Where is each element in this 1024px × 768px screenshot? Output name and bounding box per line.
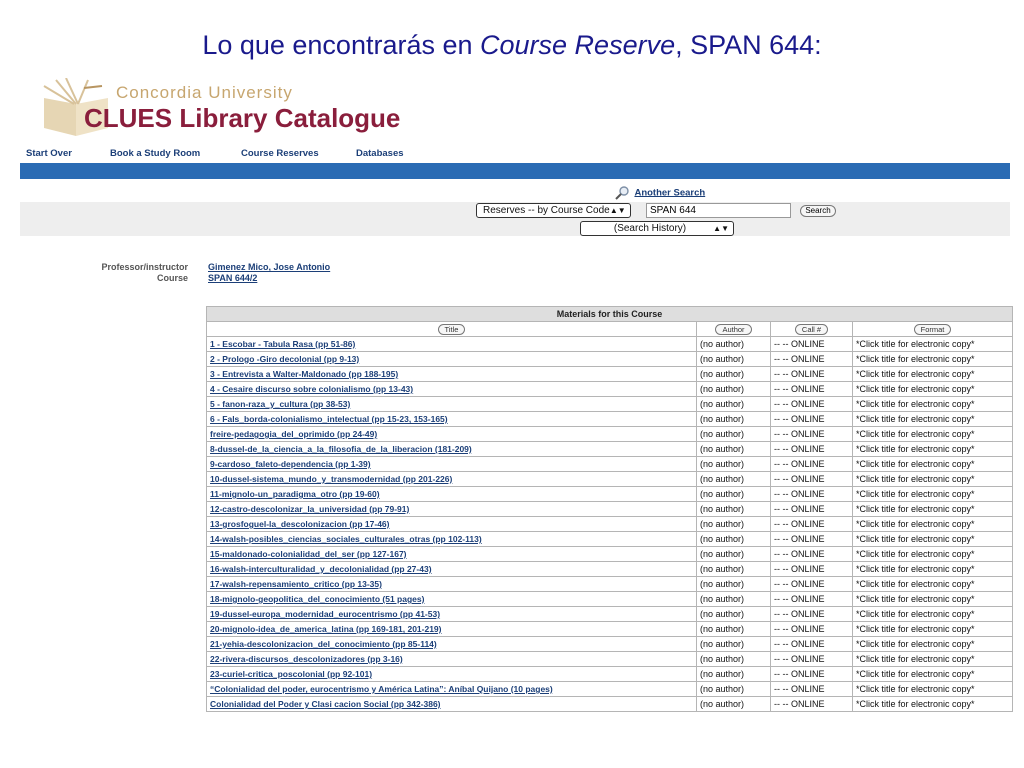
material-call-number: -- -- ONLINE: [771, 397, 853, 412]
table-row: [207, 577, 1013, 592]
material-call-number: -- -- ONLINE: [771, 352, 853, 367]
material-title-link[interactable]: “Colonialidad del poder, eurocentrismo y América Latina”: Aníbal Quijano (10 pages): [207, 682, 697, 697]
slide-title-suffix: , SPAN 644:: [675, 30, 822, 60]
material-title-link[interactable]: 4 - Cesaire discurso sobre colonialismo (pp 13-43): [207, 382, 697, 397]
material-author: (no author): [697, 622, 771, 637]
material-format: *Click title for electronic copy*: [853, 487, 1013, 502]
course-link[interactable]: SPAN 644/2: [208, 273, 258, 283]
sort-author-button[interactable]: Author: [715, 324, 751, 335]
material-call-number: -- -- ONLINE: [771, 457, 853, 472]
material-author: (no author): [697, 472, 771, 487]
material-title-link[interactable]: 10-dussel-sistema_mundo_y_transmodernidad (pp 201-226): [207, 472, 697, 487]
table-row: [207, 502, 1013, 517]
material-author: (no author): [697, 652, 771, 667]
sort-format-button[interactable]: Format: [914, 324, 952, 335]
material-author: (no author): [697, 577, 771, 592]
material-call-number: -- -- ONLINE: [771, 667, 853, 682]
material-author: (no author): [697, 517, 771, 532]
material-title-link[interactable]: 21-yehia-descolonizacion_del_conocimiento (pp 85-114): [207, 637, 697, 652]
material-author: (no author): [697, 412, 771, 427]
slide-title-prefix: Lo que encontrarás en: [202, 30, 481, 60]
material-call-number: -- -- ONLINE: [771, 592, 853, 607]
search-type-value: Reserves -- by Course Code: [483, 205, 610, 216]
material-author: (no author): [697, 397, 771, 412]
material-author: (no author): [697, 532, 771, 547]
material-title-link[interactable]: 17-walsh-repensamiento_critico (pp 13-35): [207, 577, 697, 592]
nav-databases[interactable]: Databases: [356, 148, 404, 159]
select-arrows-icon: ▲▼: [609, 206, 626, 215]
material-format: *Click title for electronic copy*: [853, 382, 1013, 397]
search-type-select[interactable]: [476, 203, 631, 218]
material-call-number: -- -- ONLINE: [771, 337, 853, 352]
material-title-link[interactable]: 13-grosfoguel-la_descolonizacion (pp 17-46): [207, 517, 697, 532]
material-author: (no author): [697, 442, 771, 457]
table-row: [207, 667, 1013, 682]
table-row: [207, 487, 1013, 502]
material-call-number: -- -- ONLINE: [771, 547, 853, 562]
material-title-link[interactable]: 2 - Prologo -Giro decolonial (pp 9-13): [207, 352, 697, 367]
materials-caption: Materials for this Course: [207, 307, 1013, 322]
search-history-value: (Search History): [613, 223, 687, 234]
material-format: *Click title for electronic copy*: [853, 697, 1013, 712]
material-author: (no author): [697, 487, 771, 502]
table-row: [207, 382, 1013, 397]
material-format: *Click title for electronic copy*: [853, 622, 1013, 637]
material-title-link[interactable]: 5 - fanon-raza_y_cultura (pp 38-53): [207, 397, 697, 412]
header-bar: [20, 163, 1010, 179]
material-call-number: -- -- ONLINE: [771, 577, 853, 592]
material-call-number: -- -- ONLINE: [771, 517, 853, 532]
material-format: *Click title for electronic copy*: [853, 517, 1013, 532]
table-row: [207, 622, 1013, 637]
material-format: *Click title for electronic copy*: [853, 412, 1013, 427]
material-author: (no author): [697, 697, 771, 712]
material-author: (no author): [697, 367, 771, 382]
slide-title-emphasis: Course Reserve: [480, 30, 676, 60]
material-format: *Click title for electronic copy*: [853, 337, 1013, 352]
table-row: [207, 472, 1013, 487]
table-row: [207, 697, 1013, 712]
material-call-number: -- -- ONLINE: [771, 607, 853, 622]
course-info-values: [208, 262, 330, 284]
material-title-link[interactable]: 15-maldonado-colonialidad_del_ser (pp 127-167): [207, 547, 697, 562]
material-format: *Click title for electronic copy*: [853, 592, 1013, 607]
material-title-link[interactable]: 12-castro-descolonizar_la_universidad (pp 79-91): [207, 502, 697, 517]
material-title-link[interactable]: 22-rivera-discursos_descolonizadores (pp 3-16): [207, 652, 697, 667]
material-author: (no author): [697, 382, 771, 397]
material-title-link[interactable]: 18-mignolo-geopolitica_del_conocimiento (51 pages): [207, 592, 697, 607]
top-nav: [0, 148, 1024, 162]
material-format: *Click title for electronic copy*: [853, 457, 1013, 472]
material-title-link[interactable]: freire-pedagogia_del_oprimido (pp 24-49): [207, 427, 697, 442]
material-call-number: -- -- ONLINE: [771, 412, 853, 427]
material-author: (no author): [697, 637, 771, 652]
professor-label: Professor/instructor: [101, 262, 188, 272]
material-author: (no author): [697, 427, 771, 442]
table-row: [207, 592, 1013, 607]
material-call-number: -- -- ONLINE: [771, 637, 853, 652]
sort-title-button[interactable]: Title: [438, 324, 466, 335]
material-call-number: -- -- ONLINE: [771, 697, 853, 712]
material-title-link[interactable]: 3 - Entrevista a Walter-Maldonado (pp 188-195): [207, 367, 697, 382]
material-format: *Click title for electronic copy*: [853, 367, 1013, 382]
material-author: (no author): [697, 607, 771, 622]
sort-author[interactable]: [697, 322, 771, 337]
university-name: Concordia University: [116, 83, 293, 102]
table-row: [207, 397, 1013, 412]
table-row: [207, 607, 1013, 622]
table-row: [207, 367, 1013, 382]
professor-link[interactable]: Gimenez Mico, Jose Antonio: [208, 262, 331, 272]
material-title-link[interactable]: 6 - Fals_borda-colonialismo_intelectual (pp 15-23, 153-165): [207, 412, 697, 427]
material-title-link[interactable]: 9-cardoso_faleto-dependencia (pp 1-39): [207, 457, 697, 472]
material-title-link[interactable]: 1 - Escobar - Tabula Rasa (pp 51-86): [207, 337, 697, 352]
material-format: *Click title for electronic copy*: [853, 667, 1013, 682]
material-author: (no author): [697, 592, 771, 607]
material-format: *Click title for electronic copy*: [853, 502, 1013, 517]
sort-call[interactable]: [771, 322, 853, 337]
material-format: *Click title for electronic copy*: [853, 577, 1013, 592]
nav-course-reserves[interactable]: Course Reserves: [241, 148, 319, 159]
table-row: [207, 457, 1013, 472]
search-input[interactable]: SPAN 644: [646, 203, 791, 218]
table-row: [207, 337, 1013, 352]
material-title-link[interactable]: Colonialidad del Poder y Clasi cacion Social (pp 342-386): [207, 697, 697, 712]
course-info-labels: [60, 262, 188, 284]
catalogue-name: CLUES Library Catalogue: [84, 103, 401, 133]
nav-book-study-room[interactable]: Book a Study Room: [110, 148, 201, 159]
another-search-link[interactable]: Another Search: [634, 187, 706, 199]
material-call-number: -- -- ONLINE: [771, 502, 853, 517]
table-row: [207, 682, 1013, 697]
search-button[interactable]: Search: [800, 205, 836, 217]
materials-table: [206, 306, 1013, 712]
table-row: [207, 442, 1013, 457]
material-title-link[interactable]: 19-dussel-europa_modernidad_eurocentrismo (pp 41-53): [207, 607, 697, 622]
material-call-number: -- -- ONLINE: [771, 382, 853, 397]
sort-call-button[interactable]: Call #: [795, 324, 828, 335]
table-row: [207, 352, 1013, 367]
material-call-number: -- -- ONLINE: [771, 487, 853, 502]
material-title-link[interactable]: 20-mignolo-idea_de_america_latina (pp 169-181, 201-219): [207, 622, 697, 637]
table-row: [207, 427, 1013, 442]
select-arrows-icon: ▲▼: [713, 224, 729, 233]
table-row: [207, 652, 1013, 667]
material-format: *Click title for electronic copy*: [853, 547, 1013, 562]
material-format: *Click title for electronic copy*: [853, 532, 1013, 547]
material-call-number: -- -- ONLINE: [771, 427, 853, 442]
material-title-link[interactable]: 16-walsh-interculturalidad_y_decolonialidad (pp 27-43): [207, 562, 697, 577]
table-row: [207, 532, 1013, 547]
material-title-link[interactable]: 23-curiel-critica_poscolonial (pp 92-101): [207, 667, 697, 682]
material-author: (no author): [697, 352, 771, 367]
sort-title[interactable]: [207, 322, 697, 337]
material-format: *Click title for electronic copy*: [853, 682, 1013, 697]
search-history-select[interactable]: [580, 221, 734, 236]
material-author: (no author): [697, 682, 771, 697]
library-logo[interactable]: [36, 78, 456, 138]
material-format: *Click title for electronic copy*: [853, 472, 1013, 487]
material-call-number: -- -- ONLINE: [771, 442, 853, 457]
material-call-number: -- -- ONLINE: [771, 682, 853, 697]
material-author: (no author): [697, 562, 771, 577]
material-format: *Click title for electronic copy*: [853, 352, 1013, 367]
material-call-number: -- -- ONLINE: [771, 532, 853, 547]
nav-start-over[interactable]: Start Over: [26, 148, 72, 159]
material-author: (no author): [697, 337, 771, 352]
material-author: (no author): [697, 502, 771, 517]
material-call-number: -- -- ONLINE: [771, 652, 853, 667]
material-format: *Click title for electronic copy*: [853, 607, 1013, 622]
material-format: *Click title for electronic copy*: [853, 562, 1013, 577]
material-format: *Click title for electronic copy*: [853, 637, 1013, 652]
material-call-number: -- -- ONLINE: [771, 367, 853, 382]
magnifier-icon: [614, 186, 630, 200]
material-format: *Click title for electronic copy*: [853, 427, 1013, 442]
sort-format[interactable]: [853, 322, 1013, 337]
course-label: Course: [156, 273, 188, 283]
material-format: *Click title for electronic copy*: [853, 397, 1013, 412]
table-row: [207, 547, 1013, 562]
material-call-number: -- -- ONLINE: [771, 622, 853, 637]
material-title-link[interactable]: 8-dussel-de_la_ciencia_a_la_filosofia_de_la_liberacion (181-209): [207, 442, 697, 457]
another-search[interactable]: [614, 184, 705, 202]
material-author: (no author): [697, 547, 771, 562]
table-row: [207, 412, 1013, 427]
material-author: (no author): [697, 667, 771, 682]
table-row: [207, 637, 1013, 652]
material-title-link[interactable]: 11-mignolo-un_paradigma_otro (pp 19-60): [207, 487, 697, 502]
table-row: [207, 517, 1013, 532]
slide-title: [0, 30, 1024, 61]
material-format: *Click title for electronic copy*: [853, 442, 1013, 457]
material-call-number: -- -- ONLINE: [771, 562, 853, 577]
material-title-link[interactable]: 14-walsh-posibles_ciencias_sociales_culturales_otras (pp 102-113): [207, 532, 697, 547]
material-author: (no author): [697, 457, 771, 472]
material-format: *Click title for electronic copy*: [853, 652, 1013, 667]
materials-body: [207, 337, 1013, 712]
table-row: [207, 562, 1013, 577]
material-call-number: -- -- ONLINE: [771, 472, 853, 487]
